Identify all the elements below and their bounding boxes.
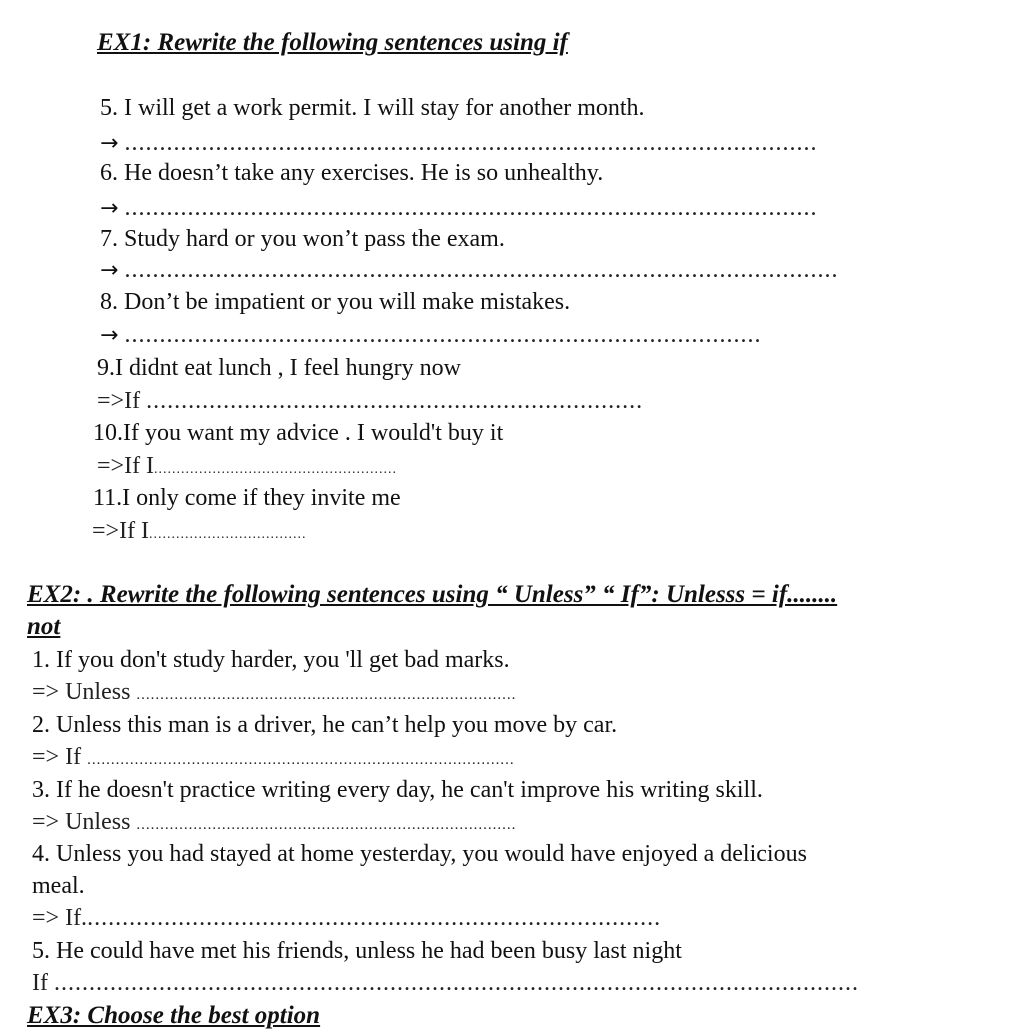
answer-dots: ................................................................................ — [136, 687, 517, 703]
answer-dots: ................................................................................ — [136, 817, 517, 833]
answer-dots: ...................................................... — [154, 462, 398, 477]
ex1-answer-line-6[interactable] — [100, 193, 817, 224]
ex1-answer-line-8[interactable] — [100, 320, 761, 351]
ex2-heading-continued: not — [27, 613, 61, 640]
answer-dots: ........................................................................................... — [124, 322, 762, 348]
answer-prompt: If — [32, 970, 48, 996]
answer-prompt: => If. — [32, 905, 88, 931]
answer-prompt: => If — [32, 744, 82, 770]
ex2-answer-line-2[interactable] — [32, 742, 515, 775]
ex1-answer-line-10[interactable] — [97, 451, 397, 485]
ex1-heading: EX1: Rewrite the following sentences using if — [97, 29, 568, 56]
ex2-question-5: 5. He could have met his friends, unless he had been busy last night — [32, 938, 682, 964]
answer-dots: ....................................................................... — [146, 388, 644, 414]
ex1-question-11: 11.I only come if they invite me — [93, 485, 401, 511]
arrow-icon: → — [100, 258, 119, 283]
ex2-question-1: 1. If you don't study harder, you 'll get bad marks. — [32, 647, 510, 673]
arrow-icon: → — [100, 323, 119, 348]
answer-prompt: =>If I — [92, 518, 150, 544]
answer-prompt: =>If — [97, 388, 141, 414]
answer-dots: ...................................................................................................... — [124, 257, 839, 283]
ex1-answer-line-11[interactable] — [92, 516, 307, 550]
ex2-question-4-continued: meal. — [32, 873, 85, 899]
ex2-answer-line-3[interactable] — [32, 807, 516, 840]
ex2-question-3: 3. If he doesn't practice writing every day, he can't improve his writing skill. — [32, 777, 763, 803]
ex2-answer-line-5[interactable] — [32, 968, 859, 998]
answer-dots: ................................................................................................................... — [53, 970, 859, 996]
arrow-icon: → — [100, 131, 119, 156]
answer-dots: ................................................................................................... — [124, 195, 818, 221]
answer-prompt: =>If I — [97, 453, 155, 479]
ex2-question-4: 4. Unless you had stayed at home yesterday, you would have enjoyed a delicious — [32, 841, 807, 867]
ex1-answer-line-7[interactable] — [100, 255, 838, 286]
ex1-question-10: 10.If you want my advice . I would't buy it — [93, 420, 504, 446]
answer-dots: ................................................................................................... — [124, 130, 818, 156]
ex2-answer-line-4[interactable] — [32, 903, 661, 933]
ex1-question-9: 9.I didnt eat lunch , I feel hungry now — [97, 355, 461, 381]
ex2-answer-line-1[interactable] — [32, 677, 516, 710]
answer-prompt: => Unless — [32, 809, 131, 835]
answer-dots: ................................... — [149, 527, 307, 542]
answer-dots: .................................................................................. — [87, 905, 662, 931]
ex3-heading: EX3: Choose the best option — [27, 1002, 321, 1029]
arrow-icon: → — [100, 196, 119, 221]
ex1-question-8: 8. Don’t be impatient or you will make mistakes. — [100, 289, 571, 315]
ex1-answer-line-9[interactable] — [97, 386, 643, 416]
ex2-heading: EX2: . Rewrite the following sentences using “ Unless” “ If”: Unlesss = if........ — [27, 581, 838, 608]
answer-dots: .......................................................................................... — [87, 752, 515, 768]
ex1-question-5: 5. I will get a work permit. I will stay for another month. — [100, 95, 645, 121]
ex1-question-7: 7. Study hard or you won’t pass the exam. — [100, 226, 505, 252]
ex2-question-2: 2. Unless this man is a driver, he can’t help you move by car. — [32, 712, 618, 738]
ex1-question-6: 6. He doesn’t take any exercises. He is so unhealthy. — [100, 160, 604, 186]
answer-prompt: => Unless — [32, 679, 131, 705]
ex1-answer-line-5[interactable] — [100, 128, 817, 159]
